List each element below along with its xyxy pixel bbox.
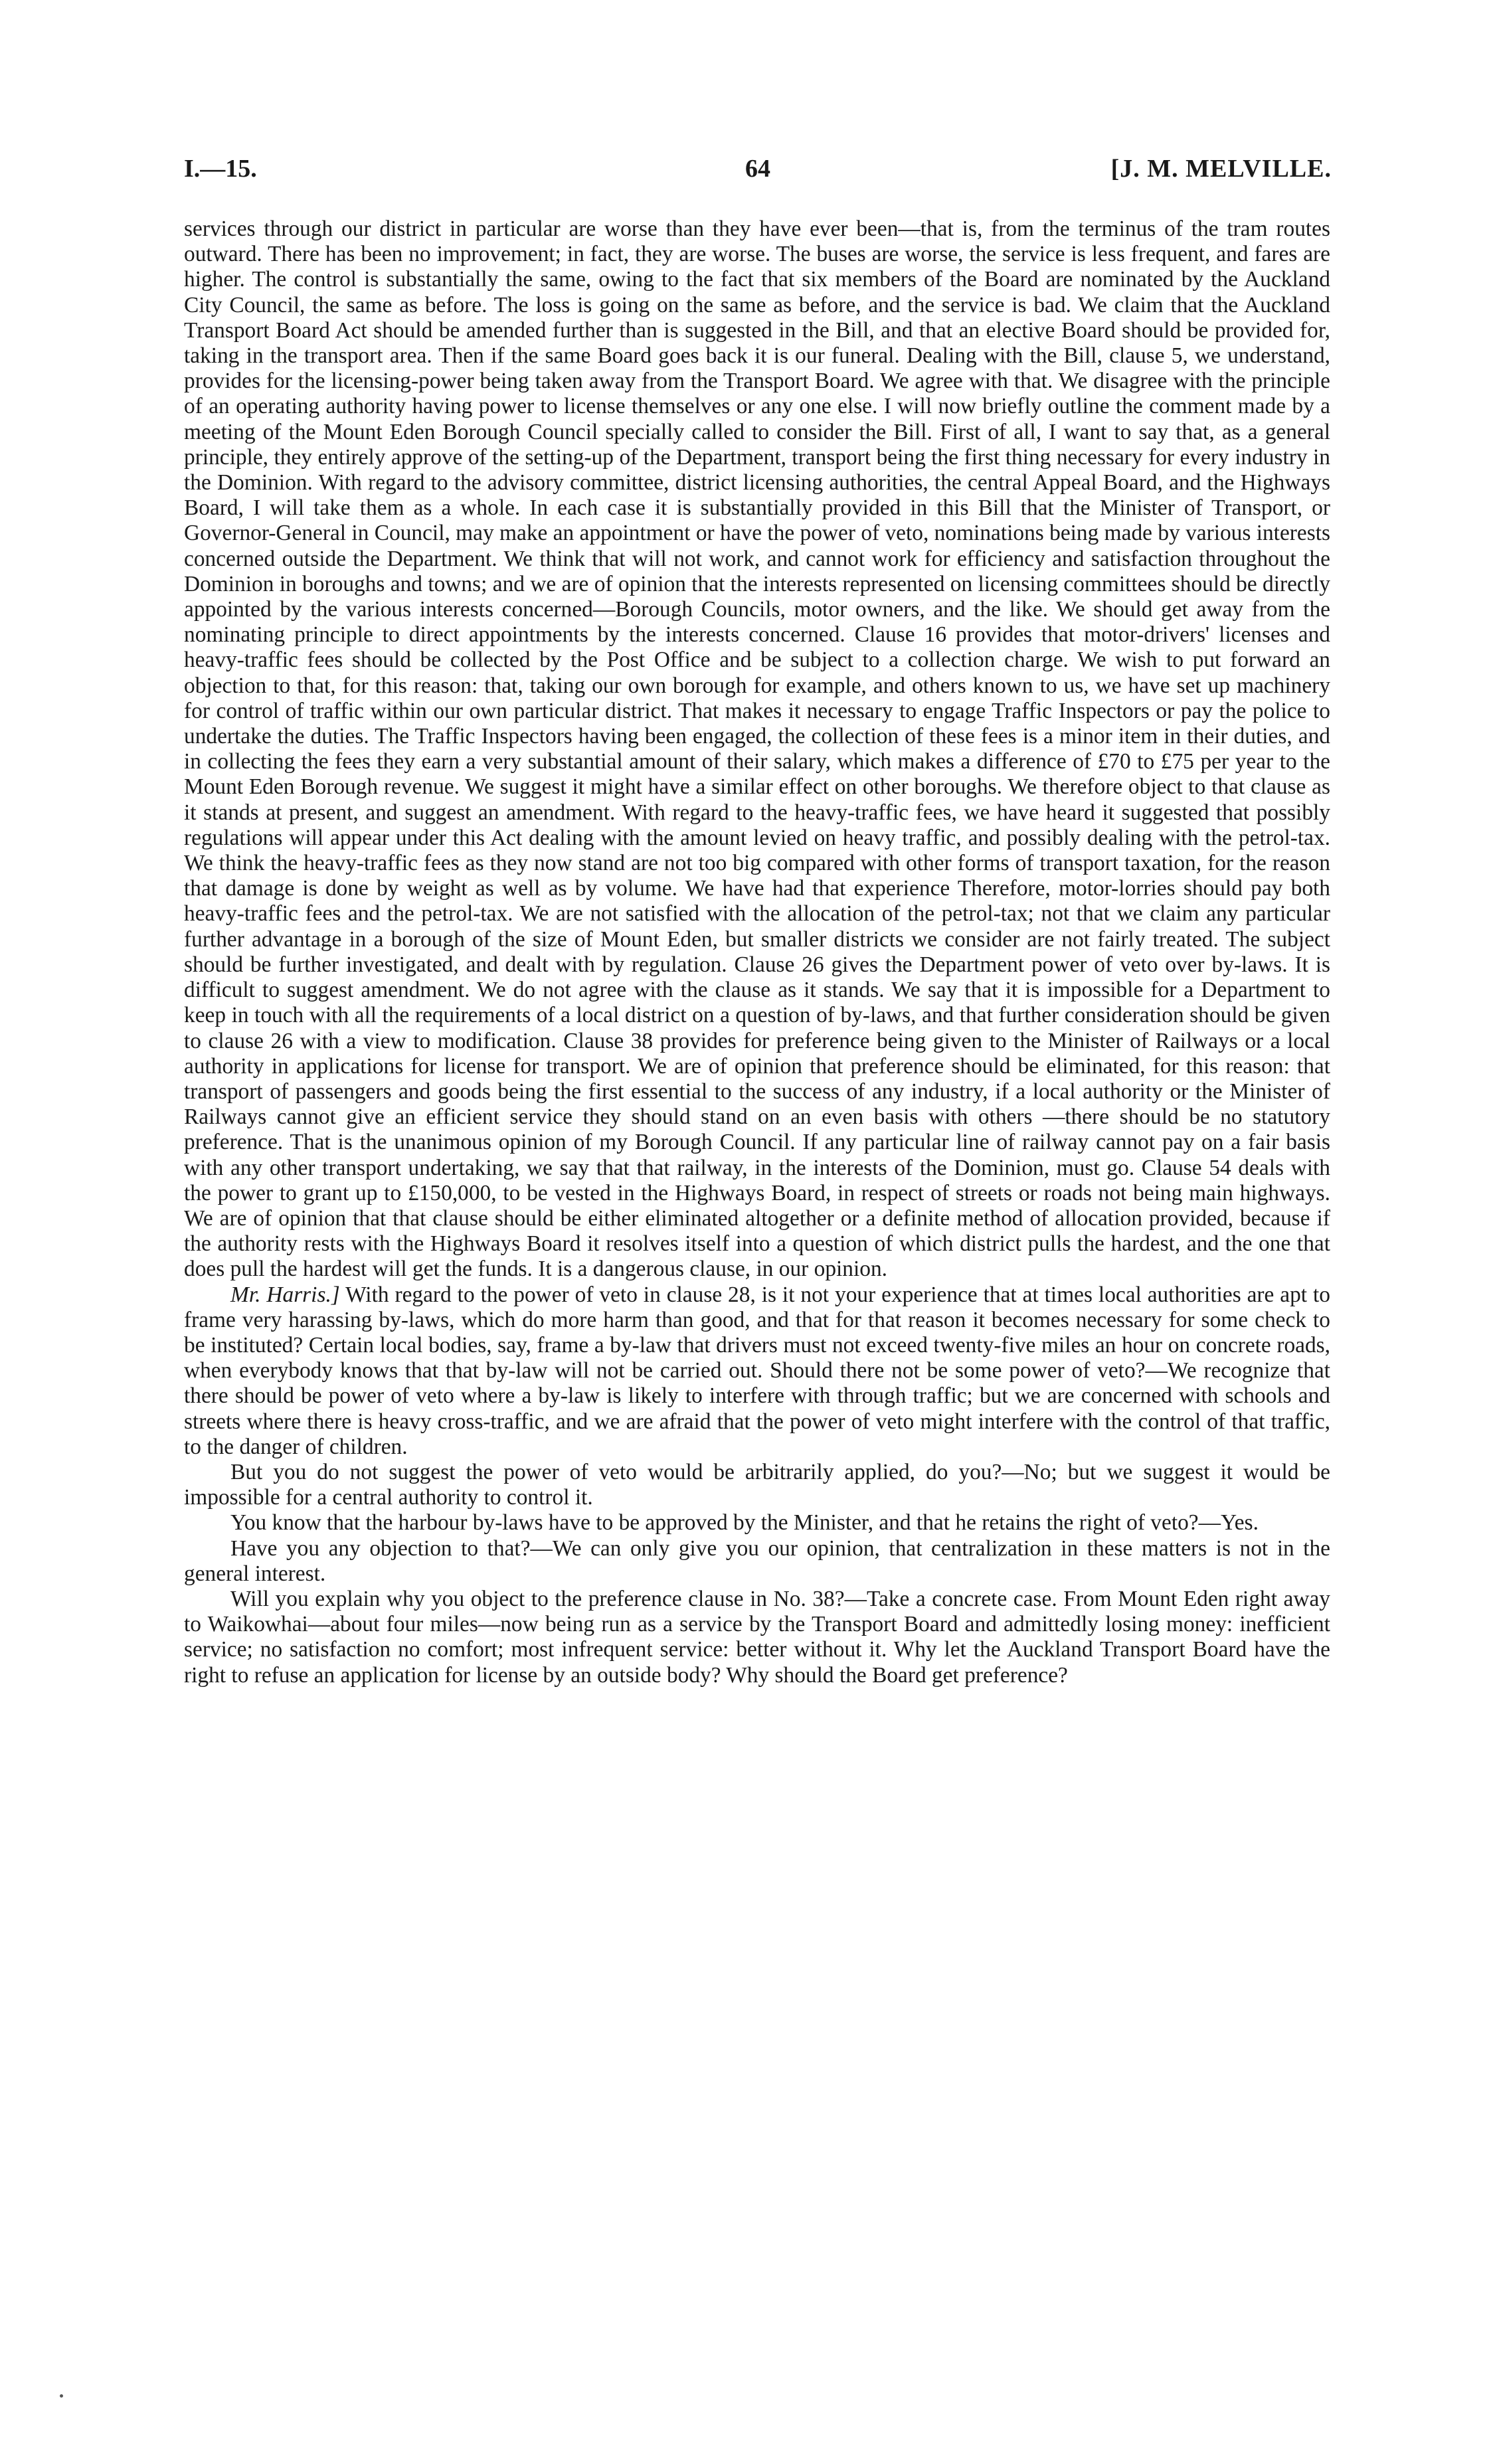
witness-name: [J. M. MELVILLE. [1110, 155, 1332, 183]
paper-number: I.—15. [184, 155, 257, 183]
speaker-label: Mr. Harris.] [230, 1282, 340, 1307]
paragraph-6: Will you explain why you object to the preference clause in No. 38?—Take a concrete case. From Mount Eden right away to Waikowhai—about four miles—now being run as a service by the Transport Board and admittedly losing money: inefficient service; no satisfaction no comfort; most infrequent service: better without it. Why let the Auckland Transport Board have the right to refuse an application for license by an outside body? Why should the Board get preference? [184, 1586, 1330, 1688]
page-header [184, 154, 1332, 194]
paragraph-1: services through our district in particular are worse than they have ever been—that is, from the terminus of the tram routes outward. There has been no improvement; in fact, they are worse. The buses are worse, the service is less frequent, and fares are higher. The control is substantially the same, owing to the fact that six members of the Board are nominated by the Auckland City Council, the same as before. The loss is going on the same as before, and the service is bad. We claim that the Auckland Transport Board Act should be amended further than is suggested in the Bill, and that an elective Board should be provided for, taking in the transport area. Then if the same Board goes back it is our funeral. Dealing with the Bill, clause 5, we understand, provides for the licensing-power being taken away from the Transport Board. We agree with that. We disagree with the principle of an operating authority having power to license themselves or any one else. I will now briefly outline the comment made by a meeting of the Mount Eden Borough Council specially called to consider the Bill. First of all, I want to say that, as a general principle, they entirely approve of the setting-up of the Department, transport being the first thing necessary for every industry in the Dominion. With regard to the advisory committee, district licensing authorities, the central Appeal Board, and the Highways Board, I will take them as a whole. In each case it is substantially provided in this Bill that the Minister of Transport, or Governor-General in Council, may make an appointment or have the power of veto, nominations being made by various interests concerned outside the Department. We think that will not work, and cannot work for efficiency and satisfaction throughout the Dominion in boroughs and towns; and we are of opinion that the interests represented on licensing committees should be directly appointed by the various interests concerned—Borough Councils, motor owners, and the like. We should get away from the nominating principle to direct appointments by the interests concerned. Clause 16 provides that motor-drivers' licenses and heavy-traffic fees should be collected by the Post Office and be subject to a collection charge. We wish to put forward an objection to that, for this reason: that, taking our own borough for example, and others known to us, we have set up machinery for control of traffic within our own particular district. That makes it necessary to engage Traffic Inspectors or pay the police to undertake the duties. The Traffic Inspectors having been engaged, the collection of these fees is a minor item in their duties, and in collecting the fees they earn a very substantial amount of their salary, which makes a difference of £70 to £75 per year to the Mount Eden Borough revenue. We suggest it might have a similar effect on other boroughs. We therefore object to that clause as it stands at present, and suggest an amendment. With regard to the heavy-traffic fees, we have heard it suggested that possibly regulations will appear under this Act dealing with the amount levied on heavy traffic, and possibly dealing with the petrol-tax. We think the heavy-traffic fees as they now stand are not too big compared with other forms of transport taxation, for the reason that damage is done by weight as well as by volume. We have had that experience Therefore, motor-lorries should pay both heavy-traffic fees and the petrol-tax. We are not satisfied with the allocation of the petrol-tax; not that we claim any particular further advantage in a borough of the size of Mount Eden, but smaller districts we consider are not fairly treated. The subject should be further investigated, and dealt with by regulation. Clause 26 gives the Department power of veto over by-laws. It is difficult to suggest amendment. We do not agree with the clause as it stands. We say that it is impossible for a Department to keep in touch with all the requirements of a local district on a question of by-laws, and that further consideration should be given to clause 26 with a view to modification. Clause 38 provides for preference being given to the Minister of Railways or a local authority in applications for license for transport. We are of opinion that preference should be eliminated, for this reason: that transport of passengers and goods being the first essential to the success of any industry, if a local authority or the Minister of Railways cannot give an efficient service they should stand on an even basis with others —there should be no statutory preference. That is the unanimous opinion of my Borough Council. If any particular line of railway cannot pay on a fair basis with any other transport undertaking, we say that that railway, in the interests of the Dominion, must go. Clause 54 deals with the power to grant up to £150,000, to be vested in the Highways Board, in respect of streets or roads not being main highways. We are of opinion that that clause should be either eliminated altogether or a definite method of allocation provided, because if the authority rests with the Highways Board it resolves itself into a question of which district pulls the hardest, and the one that does pull the hardest will get the funds. It is a dangerous clause, in our opinion. [184, 217, 1330, 1282]
scan-speck [60, 2394, 63, 2398]
paragraph-3: But you do not suggest the power of veto would be arbitrarily applied, do you?—No; but we suggest it would be impossible for a central authority to control it. [184, 1459, 1330, 1510]
paragraph-2 [184, 1282, 1330, 1460]
paragraph-5: Have you any objection to that?—We can only give you our opinion, that centralization in these matters is not in the general interest. [184, 1536, 1330, 1586]
paragraph-4: You know that the harbour by-laws have to be approved by the Minister, and that he retains the right of veto?—Yes. [230, 1510, 1259, 1536]
page-number: 64 [745, 155, 770, 183]
paragraph-2-text: With regard to the power of veto in clause 28, is it not your experience that at times local authorities are apt to frame very harassing by-laws, which do more harm than good, and that for that reason it becomes necessary for some check to be instituted? Certain local bodies, say, frame a by-law that drivers must not exceed twenty-five miles an hour on concrete roads, when everybody knows that that by-law will not be carried out. Should there not be some power of veto?—We recognize that there should be power of veto where a by-law is likely to interfere with through traffic; but we are concerned with schools and streets where there is heavy cross-traffic, and we are afraid that the power of veto might interfere with the control of that traffic, to the danger of children. [184, 1282, 1330, 1459]
body-text [184, 217, 1330, 1688]
